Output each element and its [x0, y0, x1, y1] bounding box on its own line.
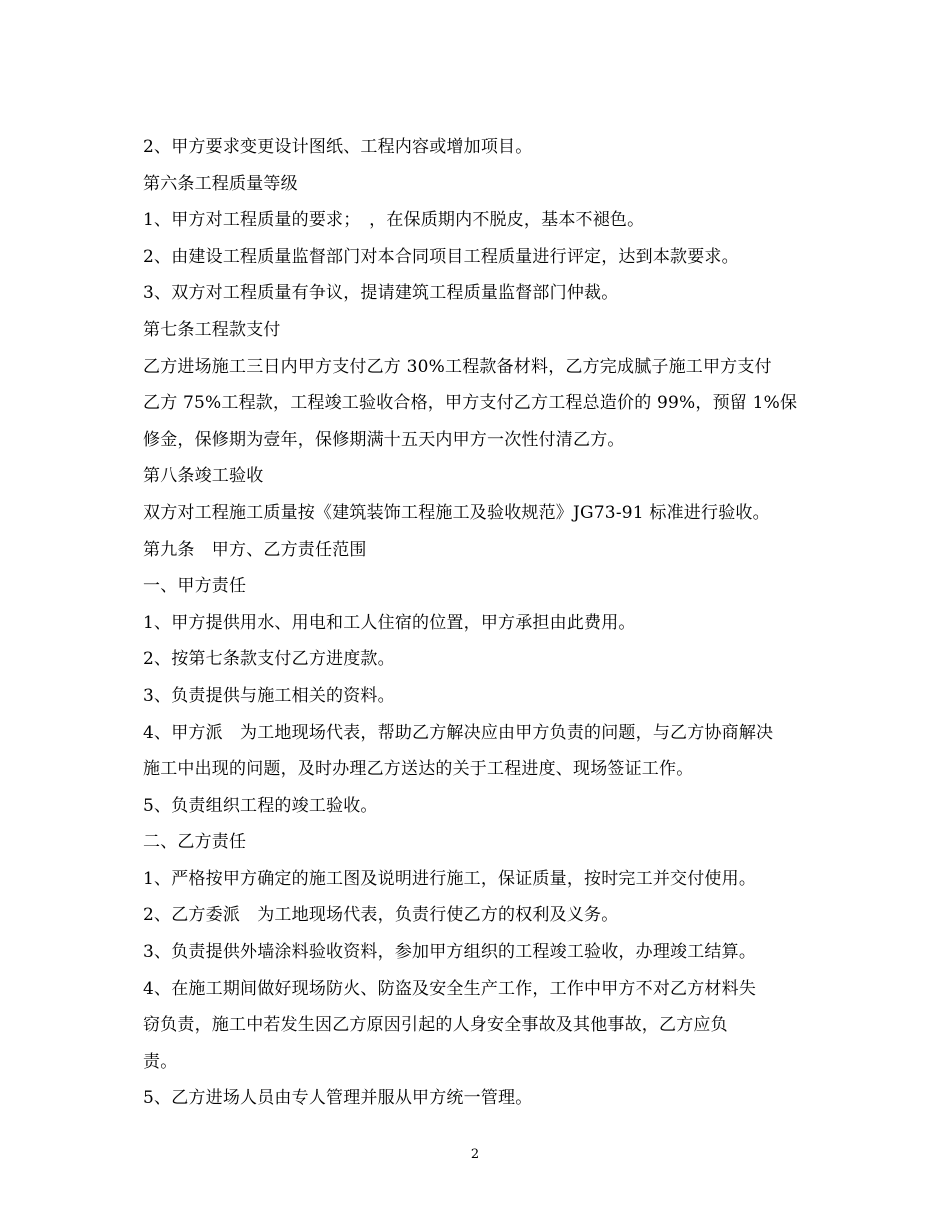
section-heading: 第八条竣工验收 — [143, 466, 264, 487]
text-line: 窃负责，施工中若发生因乙方原因引起的人身安全事故及其他事故，乙方应负 — [143, 1015, 728, 1036]
document-body — [143, 129, 815, 1117]
text-line: 1、甲方提供用水、用电和工人住宿的位置，甲方承担由此费用。 — [143, 612, 636, 633]
text-line: 2、由建设工程质量监督部门对本合同项目工程质量进行评定，达到本款要求。 — [143, 246, 739, 267]
page-number: 2 — [470, 1147, 480, 1162]
text-line: 1、严格按甲方确定的施工图及说明进行施工，保证质量，按时完工并交付使用。 — [143, 868, 757, 889]
text-line: 双方对工程施工质量按《建筑装饰工程施工及验收规范》JG73-91 标准进行验收。 — [143, 502, 770, 523]
text-line: 3、负责提供与施工相关的资料。 — [143, 685, 395, 706]
section-heading: 第六条工程质量等级 — [143, 173, 298, 194]
text-line: 乙方 75%工程款，工程竣工验收合格，甲方支付乙方工程总造价的 99%，预留 1%保 — [143, 393, 798, 414]
text-line: 乙方进场施工三日内甲方支付乙方 30%工程款备材料，乙方完成腻子施工甲方支付 — [143, 356, 772, 377]
text-line: 1、甲方对工程质量的要求； ，在保质期内不脱皮，基本不褪色。 — [143, 210, 645, 231]
text-line: 施工中出现的问题，及时办理乙方送达的关于工程进度、现场签证工作。 — [143, 759, 694, 780]
text-line: 4、甲方派 为工地现场代表，帮助乙方解决应由甲方负责的问题，与乙方协商解决 — [143, 722, 774, 743]
text-line: 5、负责组织工程的竣工验收。 — [143, 795, 378, 816]
text-line: 2、甲方要求变更设计图纸、工程内容或增加项目。 — [143, 137, 533, 157]
subsection-heading: 一、甲方责任 — [143, 576, 247, 597]
text-line: 3、双方对工程质量有争议，提请建筑工程质量监督部门仲裁。 — [143, 283, 619, 304]
text-line: 3、负责提供外墙涂料验收资料，参加甲方组织的工程竣工验收，办理竣工结算。 — [143, 942, 757, 963]
text-line: 责。 — [143, 1051, 178, 1072]
section-heading: 第七条工程款支付 — [143, 319, 281, 340]
text-line: 2、按第七条款支付乙方进度款。 — [143, 649, 395, 670]
subsection-heading: 二、乙方责任 — [143, 832, 247, 853]
section-heading: 第九条 甲方、乙方责任范围 — [143, 539, 367, 560]
text-line: 4、在施工期间做好现场防火、防盗及安全生产工作，工作中甲方不对乙方材料失 — [143, 978, 757, 999]
text-line: 修金，保修期为壹年，保修期满十五天内甲方一次性付清乙方。 — [143, 429, 625, 450]
text-line: 2、乙方委派 为工地现场代表，负责行使乙方的权利及义务。 — [143, 905, 619, 926]
text-line: 5、乙方进场人员由专人管理并服从甲方统一管理。 — [143, 1088, 533, 1109]
